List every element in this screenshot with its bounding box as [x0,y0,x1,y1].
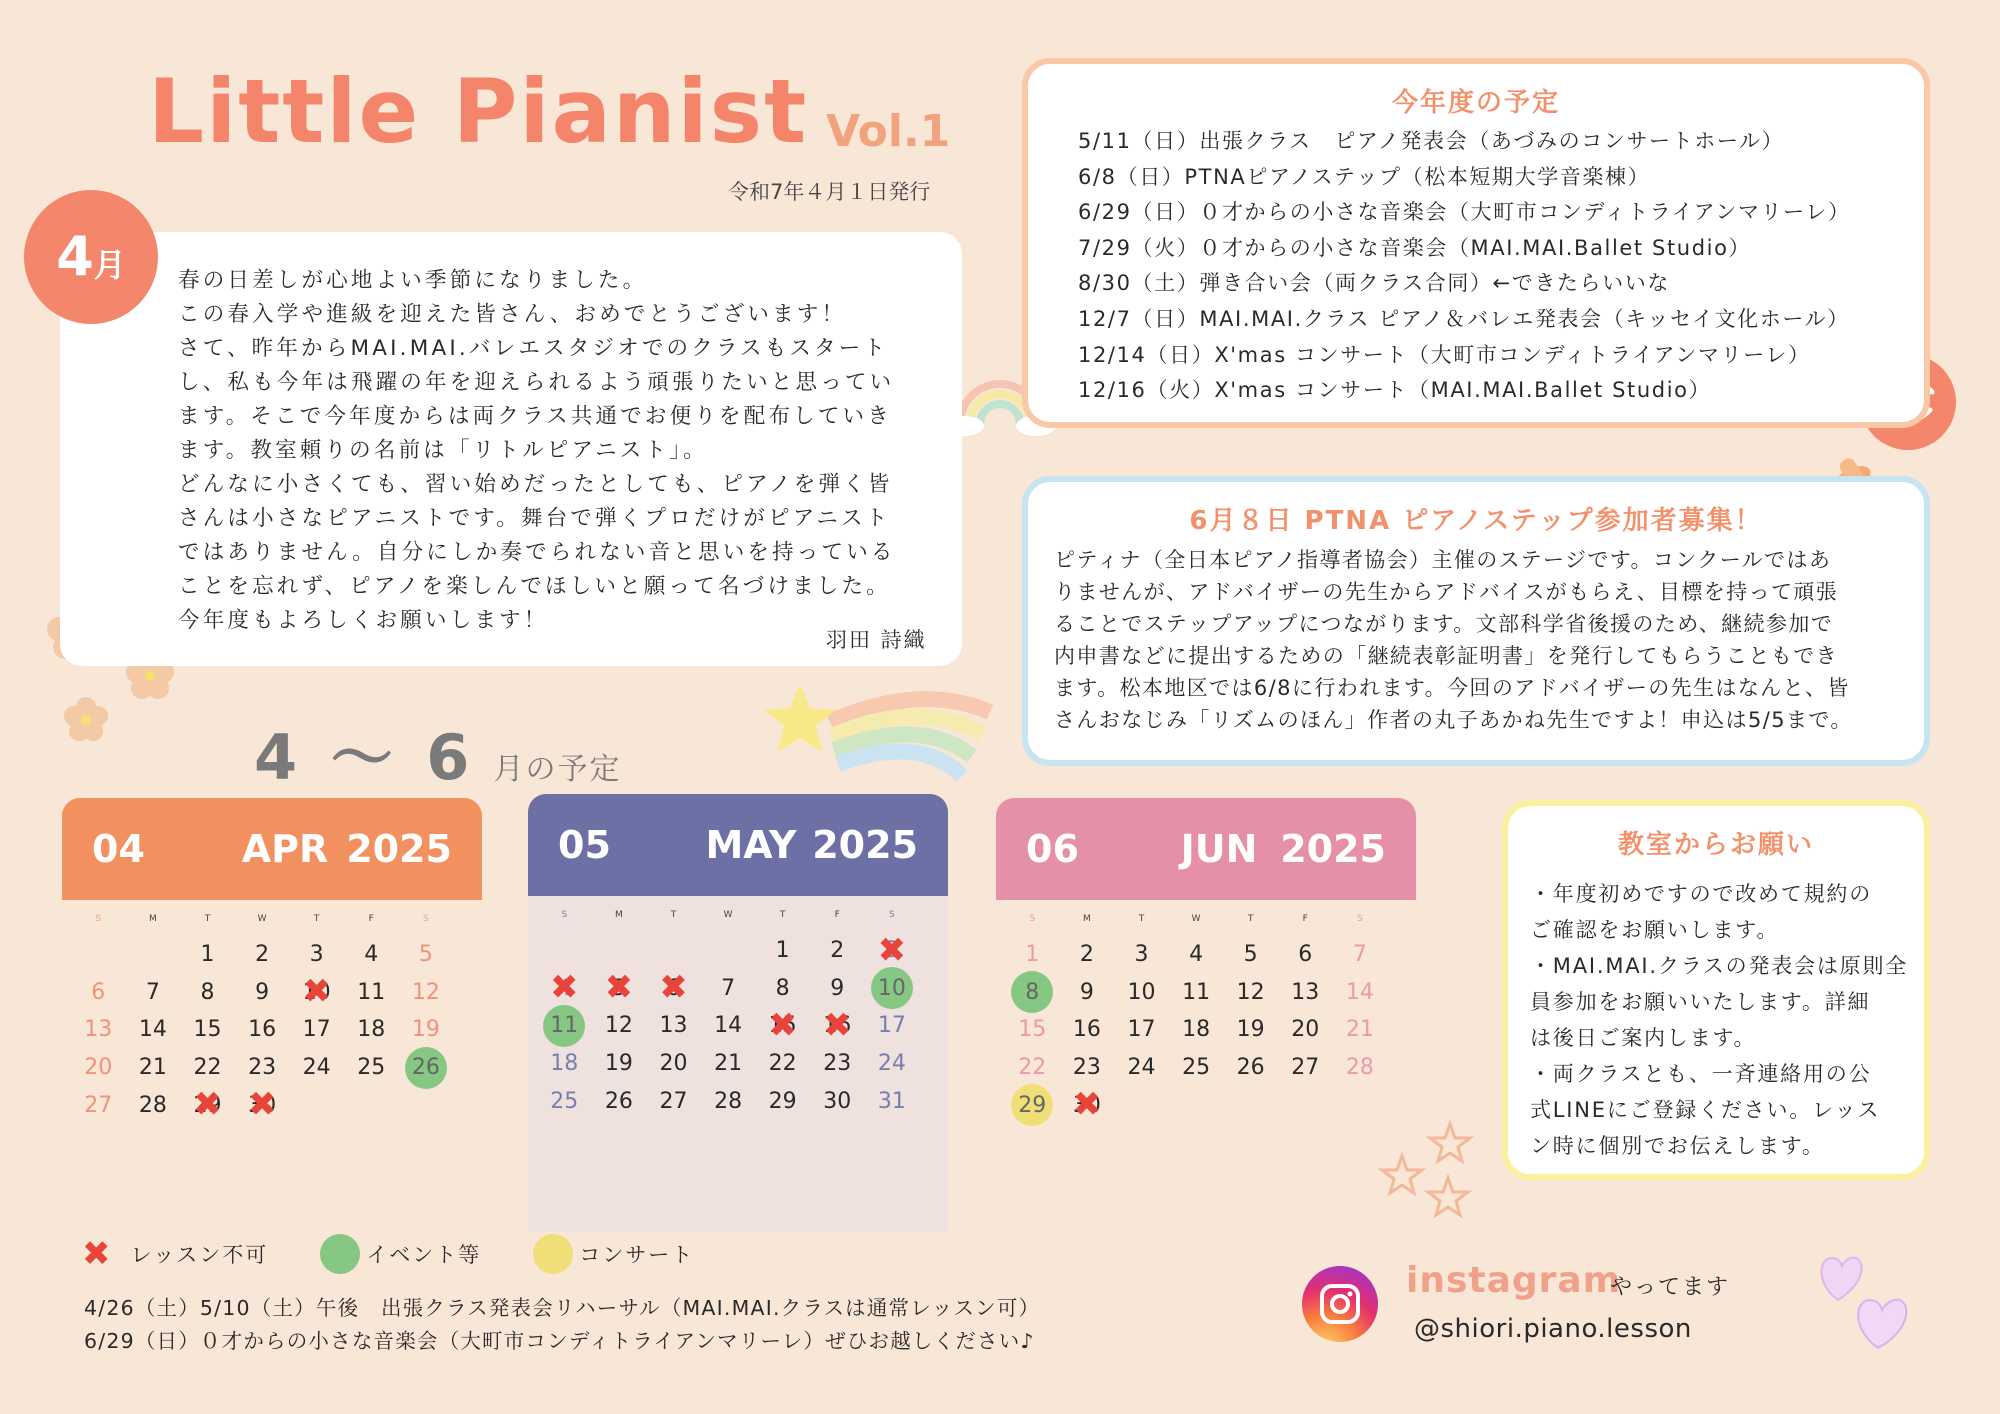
calendar-day: 26 [1236,1055,1265,1081]
calendar-header [62,798,482,900]
calendar-grid [528,896,948,1232]
yearly-schedule-list [1078,124,1908,409]
calendar-day: 15 [193,1017,222,1043]
schedule-item: 12/14（日）X'mas コンサート（大町市コンディトライアンマリーレ） [1078,342,1811,367]
calendar-day: 16 [248,1017,277,1043]
weekday-label: S [889,910,895,920]
schedule-item: 7/29（火）０才からの小さな音楽会（MAI.MAI.Ballet Studio） [1078,235,1752,260]
legend-event [320,1234,481,1274]
note-line: 6/29（日）０才からの小さな音楽会（大町市コンディトライアンマリーレ）ぜひお越しください♪ [84,1329,1035,1353]
legend-concert [533,1234,694,1274]
calendar-day: 30 [823,1088,852,1114]
calendar-day: 8 [1005,980,1060,1005]
legend-concert-label: コンサート [579,1243,695,1267]
week-row [537,1082,948,1120]
calendar-day: 16 [1072,1017,1101,1043]
yearly-schedule-title: 今年度の予定 [1391,88,1560,118]
calendar-day: 13 [1291,979,1320,1005]
weekday-label: S [95,914,102,924]
week-row [71,1011,482,1049]
calendar-day: 6 [1298,942,1313,968]
shooting-star-icon [760,672,1000,792]
schedule-item: 12/7（日）MAI.MAI.クラス ピアノ＆バレエ発表会（キッセイ文化ホール） [1078,306,1850,331]
calendar-year: 2025 [346,827,452,871]
hearts-bottomright-icon [1808,1234,1918,1354]
calendar-day: 18 [357,1017,386,1043]
calendar-day: 2 [830,938,845,964]
range-months: 4 〜 6 [254,721,476,794]
weekday-label: M [1083,914,1091,924]
calendar-day: 8 [200,979,215,1005]
calendar-day: 1 [200,942,215,968]
ptna-title: 6月８日 PTNA ピアノステップ参加者募集！ [1189,506,1763,536]
calendar-day: 3 ✖ [865,938,920,963]
calendar-day: 4 ✖ [537,976,592,1001]
notice-line: 式LINEにご登録ください。レッス [1530,1098,1881,1122]
note-line: 4/26（土）5/10（土）午後 出張クラス発表会リハーサル（MAI.MAI.クラスは通常レッスン可） [84,1296,1041,1320]
calendar-grid [62,900,482,1144]
ptna-line: ピティナ（全日本ピアノ指導者協会）主催のステージです。コンクールではあ [1054,548,1832,572]
notice-line: 員参加をお願いいたします。詳細 [1530,990,1871,1014]
cross-icon: ✖ [82,1234,113,1274]
calendar-day: 12 [604,1013,633,1039]
message-line: さて、昨年からMAI.MAI.バレエスタジオでのクラスもスタート [178,336,889,361]
calendar-day: 4 [1189,942,1204,968]
ptna-line: 内申書などに提出するための「継続表彰証明書」を発行してもらうこともでき [1054,644,1838,668]
weekday-label: T [313,914,320,924]
week-row [1005,974,1416,1012]
calendar-day: 3 [1134,942,1149,968]
calendar-day: 28 [138,1092,167,1118]
notice-body [1530,876,1914,1164]
calendar-day: 24 [877,1051,906,1077]
calendar-year: 2025 [812,823,918,867]
calendar-day: 19 [1236,1017,1265,1043]
calendar-day: 11 [357,979,386,1005]
calendar-day: 12 [411,979,440,1005]
calendar-day: 28 [714,1088,743,1114]
weekday-row [71,900,482,936]
calendar-header [996,798,1416,900]
calendar-day: 7 [721,975,736,1001]
calendar-legend [82,1234,746,1274]
yellow-dot-icon [533,1234,573,1274]
calendar-range-heading [254,708,621,797]
instagram-tagline: やってます [1610,1275,1731,1300]
message-line: 今年度もよろしくお願いします！ [178,608,549,633]
calendar-day: 3 [309,942,324,968]
message-body [178,264,918,638]
calendar-day: 7 [1352,942,1367,968]
week-row [537,1045,948,1083]
calendar-day: 22 [768,1051,797,1077]
weekday-label: T [204,914,211,924]
month-badge-number: 4 [56,225,94,288]
ptna-line: さんおなじみ「リズムのほん」作者の丸子あかね先生ですよ！申込は5/5まで。 [1054,708,1853,732]
calendar-day: 1 [1025,942,1040,968]
calendar-day: 14 [1345,979,1374,1005]
calendar-day: 24 [1127,1055,1156,1081]
weekday-label: M [149,914,157,924]
week-row [71,974,482,1012]
newsletter-title: Little Pianist [148,60,809,163]
calendar-month-name: APR [241,827,329,871]
calendar-day: 21 [714,1051,743,1077]
calendar-day: 7 [145,979,160,1005]
instagram-handle: @shiori.piano.lesson [1414,1314,1692,1344]
weekday-label: M [615,910,623,920]
calendar-day: 8 [775,975,790,1001]
notice-line: ・両クラスとも、一斉連絡用の公 [1530,1062,1872,1086]
notice-line: は後日ご案内します。 [1530,1026,1757,1050]
schedule-item: 8/30（土）弾き合い会（両クラス合同）←できたらいいな [1078,271,1670,296]
calendar-day: 22 [193,1055,222,1081]
calendar-day: 16 ✖ [810,1013,865,1038]
calendar-day: 5 ✖ [592,976,647,1001]
calendar-day: 15 ✖ [755,1013,810,1038]
legend-no-lesson [82,1234,268,1274]
week-row [71,1086,482,1124]
message-line: この春入学や進級を迎えた皆さん、おめでとうございます！ [178,302,847,327]
message-author: 羽田 詩織 [826,628,927,652]
calendar-day: 21 [138,1055,167,1081]
schedule-item: 12/16（火）X'mas コンサート（MAI.MAI.Ballet Studio） [1078,378,1712,403]
week-row [1005,1049,1416,1087]
weekday-label: W [257,914,267,924]
calendar-day: 29 ✖ [180,1093,235,1118]
calendar-month-name: MAY [705,823,797,867]
weekday-label: W [723,910,733,920]
message-line: 春の日差しが心地よい季節になりました。 [178,268,648,293]
week-row [537,932,948,970]
week-row [71,936,482,974]
calendar-day: 4 [364,942,379,968]
calendar-day: 10 [865,976,920,1001]
weekday-label: S [1357,914,1363,924]
calendar-day: 25 [1182,1055,1211,1081]
month-badge-suffix: 月 [93,246,126,284]
week-row [1005,936,1416,974]
calendar-day: 9 [1079,979,1094,1005]
calendar-day: 18 [1182,1017,1211,1043]
weekday-label: S [1029,914,1036,924]
calendar-day: 24 [302,1055,331,1081]
calendar-day: 6 [91,979,106,1005]
calendar-day: 21 [1345,1017,1374,1043]
calendar-june [996,798,1416,1144]
week-row [537,1007,948,1045]
legend-event-label: イベント等 [366,1243,482,1267]
calendar-day: 20 [84,1055,113,1081]
instagram-wordmark: instagram [1406,1260,1622,1301]
calendar-day: 12 [1236,979,1265,1005]
range-label: 月の予定 [493,752,622,787]
calendar-may [528,794,948,1232]
message-line: どんなに小さくても、習い始めだったとしても、ピアノを弾く皆 [178,472,893,497]
calendar-day: 11 [1182,979,1211,1005]
week-row [1005,1086,1416,1124]
instagram-icon [1302,1266,1378,1342]
calendar-day: 5 [418,942,433,968]
week-row [71,1049,482,1087]
week-row [537,970,948,1008]
notice-title: 教室からお願い [1617,830,1814,860]
calendar-day: 30 ✖ [235,1093,290,1118]
weekday-label: T [670,910,677,920]
message-line: ます。教室頼りの名前は「リトルピアニスト」。 [178,438,708,463]
calendar-day: 17 [1127,1017,1156,1043]
calendar-day: 23 [1072,1055,1101,1081]
calendar-day: 26 [604,1088,633,1114]
calendar-day: 11 [537,1013,592,1038]
calendar-day: 29 [768,1088,797,1114]
calendar-day: 10 [1127,979,1156,1005]
weekday-label: T [1138,914,1145,924]
calendar-day: 27 [84,1092,113,1118]
calendar-day: 29 [1005,1093,1060,1118]
message-line: ます。そこで今年度からは両クラス共通でお便りを配布していき [178,404,892,429]
calendar-day: 17 [877,1013,906,1039]
calendar-day: 23 [248,1055,277,1081]
calendar-year: 2025 [1280,827,1386,871]
calendar-month-number: 05 [558,823,611,867]
calendar-day: 30 ✖ [1060,1093,1115,1118]
message-line: ことを忘れず、ピアノを楽しんでほしいと願って名づけました。 [178,574,891,599]
weekday-label: T [779,910,786,920]
calendar-day: 19 [411,1017,440,1043]
message-line: ではありません。自分にしか奏でられない音と思いを持っている [178,540,896,565]
schedule-item: 6/29（日）０才からの小さな音楽会（大町市コンディトライアンマリーレ） [1078,200,1851,225]
ptna-body [1054,544,1914,736]
calendar-day: 25 [357,1055,386,1081]
weekday-label: F [1302,914,1308,924]
calendar-day: 25 [550,1088,579,1114]
ptna-line: りませんが、アドバイザーの先生からアドバイスがもらえ、目標を持って頑張 [1054,580,1839,604]
notice-line: ・年度初めですので改めて規約の [1530,882,1872,906]
notice-line: ン時に個別でお伝えします。 [1530,1134,1825,1158]
calendar-month-name: JUN [1180,827,1258,871]
calendar-grid [996,900,1416,1144]
calendar-day: 14 [714,1013,743,1039]
calendar-day: 1 [775,938,790,964]
calendar-day: 28 [1345,1055,1374,1081]
calendar-header [528,794,948,896]
calendar-day: 5 [1243,942,1258,968]
calendar-day: 13 [659,1013,688,1039]
notice-line: ご確認をお願いします。 [1530,918,1780,942]
weekday-label: S [423,914,429,924]
volume-label: Vol.1 [826,106,951,157]
message-line: し、私も今年は飛躍の年を迎えられるよう頑張りたいと思ってい [178,370,895,395]
calendar-day: 9 [255,979,270,1005]
calendar-day: 6 ✖ [646,976,701,1001]
month-badge [24,190,158,324]
calendar-day: 2 [1079,942,1094,968]
schedule-item: 5/11（日）出張クラス ピアノ発表会（あづみのコンサートホール） [1078,129,1785,153]
calendar-day: 15 [1018,1017,1047,1043]
calendar-day: 20 [1291,1017,1320,1043]
calendar-day: 14 [138,1017,167,1043]
weekday-label: S [561,910,568,920]
calendar-day: 19 [604,1051,633,1077]
message-line: さんは小さなピアニストです。舞台で弾くプロだけがピアニスト [178,506,891,531]
weekday-label: F [834,910,840,920]
issue-date: 令和7年４月１日発行 [728,180,931,204]
calendar-day: 27 [1291,1055,1320,1081]
calendar-day: 17 [302,1017,331,1043]
calendar-day: 23 [823,1051,852,1077]
calendar-day: 18 [550,1051,579,1077]
calendar-day: 9 [830,975,845,1001]
schedule-item: 6/8（日）PTNAピアノステップ（松本短期大学音楽棟） [1078,164,1651,189]
bottom-notes [84,1292,1040,1358]
calendar-day: 27 [659,1088,688,1114]
calendar-day: 13 [84,1017,113,1043]
ptna-line: ることでステップアップにつながります。文部科学省後援のため、継続参加で [1054,612,1834,636]
calendar-day: 31 [877,1088,906,1114]
legend-no-lesson-label: レッスン不可 [130,1243,269,1267]
weekday-row [537,896,948,932]
calendar-day: 20 [659,1051,688,1077]
weekday-label: F [368,914,374,924]
calendar-april [62,798,482,1144]
calendar-day: 22 [1018,1055,1047,1081]
weekday-label: T [1247,914,1254,924]
green-dot-icon [320,1234,360,1274]
week-row [1005,1011,1416,1049]
calendar-day: 10 ✖ [289,980,344,1005]
calendar-month-number: 06 [1026,827,1079,871]
calendar-day: 2 [255,942,270,968]
weekday-row [1005,900,1416,936]
camera-glyph-icon [1318,1282,1362,1326]
ptna-line: ます。松本地区では6/8に行われます。今回のアドバイザーの先生はなんと、皆 [1054,676,1850,700]
calendar-month-number: 04 [92,827,145,871]
calendar-day: 26 [399,1055,454,1080]
notice-line: ・MAI.MAI.クラスの発表会は原則全 [1530,954,1909,978]
weekday-label: W [1191,914,1201,924]
